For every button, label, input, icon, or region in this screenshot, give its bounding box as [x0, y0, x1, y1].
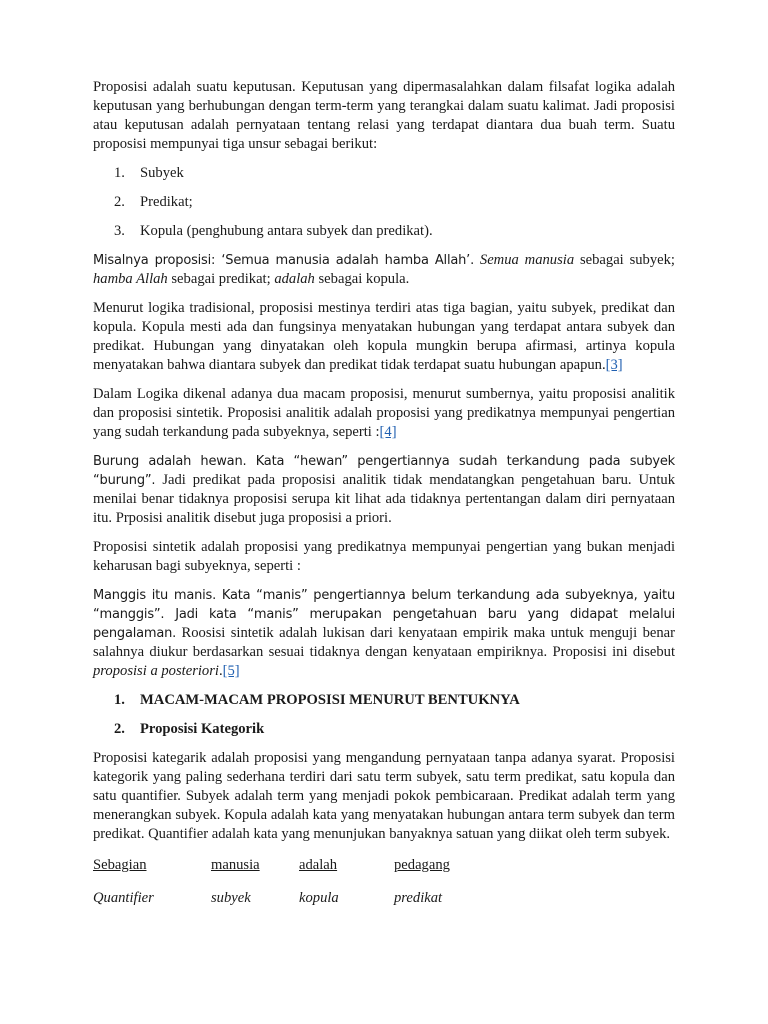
predicate-term: hamba Allah: [93, 271, 168, 287]
list-text: Kopula (penghubung antara subyek dan predikat).: [140, 223, 433, 239]
list-number: 1.: [114, 692, 125, 708]
example-words-row: [93, 856, 675, 875]
example-quote: Manggis itu manis. Kata “manis” pengertiannya belum terkandung ada subyeknya, yaitu “manggis”. Jadi kata “manis” merupakan pengetahuan baru yang didapat melalui pengalaman.: [93, 588, 675, 641]
paragraph-traditional-logic: [93, 299, 675, 375]
footnote-link-4[interactable]: [4]: [379, 424, 397, 440]
paragraph-bird-example: [93, 452, 675, 528]
text-run: sebagai subyek;: [574, 252, 675, 268]
paragraph-intro: Proposisi adalah suatu keputusan. Keputusan yang dipermasalahkan dalam filsafat logika adalah keputusan yang berhubungan dengan term-term yang terangkai dalam suatu kalimat. Jadi proposisi atau keputusan adalah pernyataan tentang relasi yang terdapat diantara dua buah term. Suatu proposisi mempunyai tiga unsur sebagai berikut:: [93, 79, 675, 152]
text-run: Menurut logika tradisional, proposisi mestinya terdiri atas tiga bagian, yaitu subyek, predikat dan kopula. Kopula mesti ada dan fungsinya menyatakan hubungan yang terdapat antara subyek dan predikat. Hubungan yang dinyatakan oleh kopula mungkin berupa afirmasi, artinya kopula menyatakan bahwa diantara subyek dan predikat tidak terdapat suatu hubungan apapun.: [93, 300, 675, 373]
word-subject: manusia: [211, 857, 260, 873]
element-list: [93, 164, 675, 241]
section-heading: [93, 691, 675, 710]
paragraph-categorical: Proposisi kategarik adalah proposisi yang mengandung pernyataan tanpa adanya syarat. Proposisi kategorik yang paling sederhana terdiri dari satu term subyek, satu term predikat, satu kopula dan satu quantifier. Subyek adalah term yang menjadi pokok pembicaraan. Predikat adalah term yang menerangkan subyek. Kopula adalah kata yang menyatakan hubungan antara term subyek dan term predikat. Quantifier adalah kata yang menunjukan banyaknya satuan yang diikat oleh term subyek.: [93, 750, 675, 842]
role-predicate: predikat: [394, 890, 443, 906]
footnote-link-5[interactable]: [5]: [222, 663, 240, 679]
paragraph-synthetic: Proposisi sintetik adalah proposisi yang predikatnya mempunyai pengertian yang bukan menjadi keharusan bagi subyeknya, seperti :: [93, 539, 675, 574]
copula-term: adalah: [274, 271, 315, 287]
heading-text: Proposisi Kategorik: [140, 721, 265, 737]
role-copula: kopula: [299, 890, 339, 906]
list-number: 2.: [114, 194, 125, 210]
footnote-link-3[interactable]: [3]: [605, 357, 623, 373]
role-quantifier: Quantifier: [93, 890, 154, 906]
list-item: [93, 193, 675, 212]
list-item: [93, 222, 675, 241]
paragraph-mangosteen-example: [93, 586, 675, 681]
example-roles-row: [93, 889, 675, 908]
paragraph-analytic: [93, 385, 675, 442]
subject-term: Semua manusia: [479, 252, 575, 268]
text-run: .: [218, 663, 223, 679]
paragraph-example: [93, 251, 675, 289]
word-quantifier: Sebagian: [93, 857, 147, 873]
word-predicate: pedagang: [394, 857, 450, 873]
list-text: Subyek: [140, 165, 184, 181]
text-run: Dalam Logika dikenal adanya dua macam proposisi, menurut sumbernya, yaitu proposisi analitik dan proposisi sintetik. Proposisi analitik adalah proposisi yang predikatnya mempunyai pengertian yang sudah terkandung pada subyeknya, seperti :: [93, 386, 675, 440]
example-quote: Misalnya proposisi: ‘Semua manusia adalah hamba Allah’.: [93, 253, 475, 268]
list-number: 3.: [114, 223, 125, 239]
text-run: sebagai kopula.: [314, 271, 410, 287]
text-run: Roosisi sintetik adalah lukisan dari kenyataan empirik maka untuk menguji benar salahnya diukur berdasarkan sesuai tidaknya dengan kenyataan empiriknya. Proposisi ini disebut: [93, 625, 675, 660]
italic-term: proposisi a posteriori: [93, 663, 219, 679]
text-run: Jadi predikat pada proposisi analitik tidak mendatangkan pengetahuan baru. Untuk menilai benar tidaknya proposisi serupa kit lihat ada tidaknya pertentangan dalam diri pernyataan itu. Prposisi analitik disebut juga proposisi a priori.: [93, 472, 675, 526]
example-quote: Burung adalah hewan. Kata “hewan” pengertiannya sudah terkandung pada subyek “burung”.: [93, 454, 675, 488]
section-heading: [93, 720, 675, 739]
list-item: [93, 164, 675, 183]
word-copula: adalah: [299, 857, 338, 873]
role-subject: subyek: [211, 890, 251, 906]
list-text: Predikat;: [140, 194, 193, 210]
section-headings: [93, 691, 675, 739]
list-number: 1.: [114, 165, 125, 181]
text-run: sebagai predikat;: [167, 271, 275, 287]
list-number: 2.: [114, 721, 125, 737]
heading-text: MACAM-MACAM PROPOSISI MENURUT BENTUKNYA: [140, 692, 520, 708]
